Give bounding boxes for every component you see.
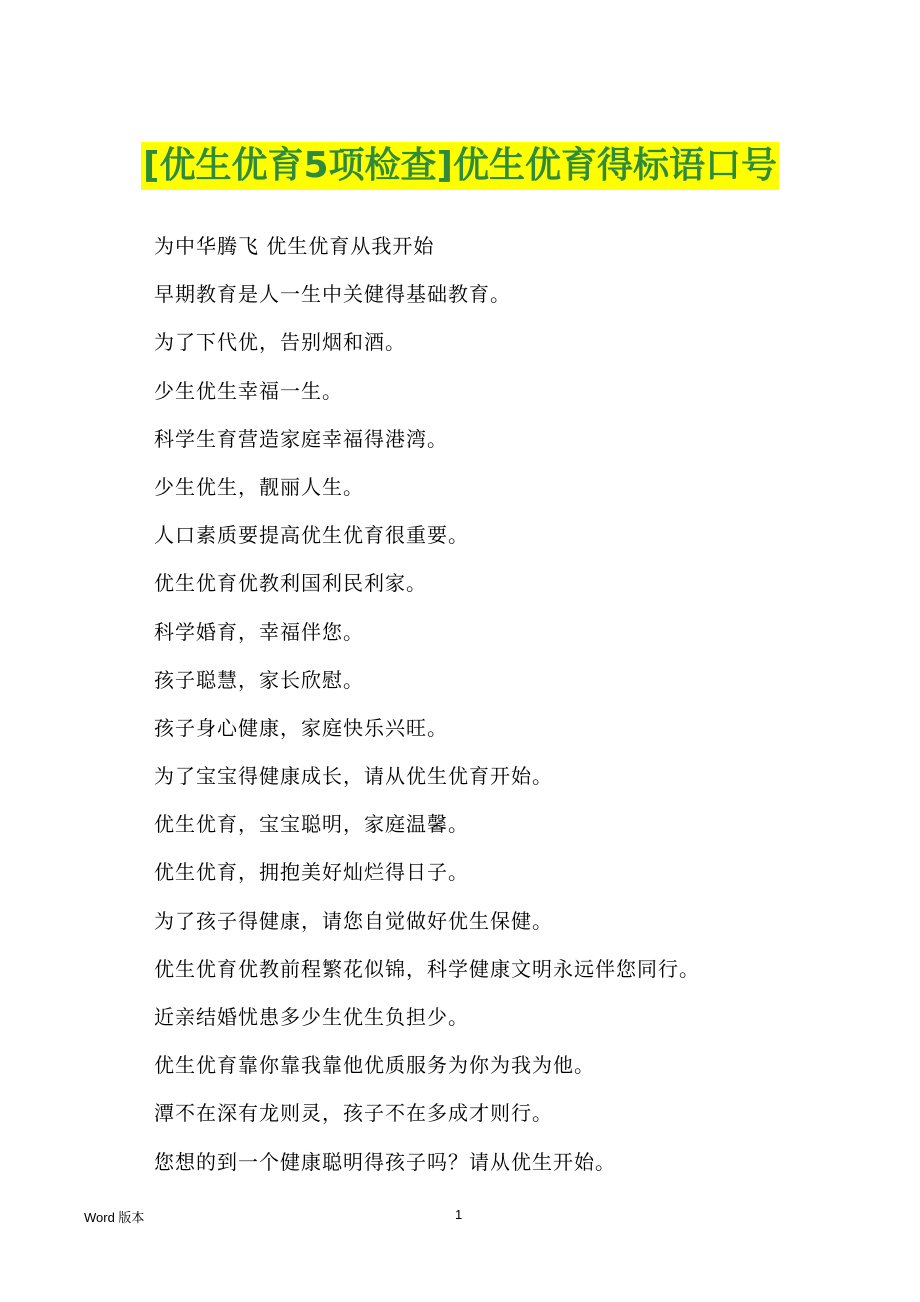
slogan-line: 潭不在深有龙则灵，孩子不在多成才则行。 [154,1101,553,1126]
slogan-line: 少生优生，靓丽人生。 [154,474,364,499]
slogan-line: 人口素质要提高优生优育很重要。 [154,523,469,548]
slogan-line: 为了宝宝得健康成长，请从优生优育开始。 [154,764,553,789]
title-container [0,142,920,190]
slogan-list [154,228,854,1192]
slogan-line: 孩子聪慧，家长欣慰。 [154,667,364,692]
slogan-line: 为了下代优，告别烟和酒。 [154,330,406,355]
slogan-line: 优生优育靠你靠我靠他优质服务为你为我为他。 [154,1053,595,1078]
slogan-line: 科学婚育，幸福伴您。 [154,619,364,644]
slogan-line: 您想的到一个健康聪明得孩子吗？请从优生开始。 [154,1149,616,1174]
slogan-line: 优生优育优教利国利民利家。 [154,571,427,596]
slogan-line: 优生优育，宝宝聪明，家庭温馨。 [154,812,469,837]
slogan-line: 孩子身心健康，家庭快乐兴旺。 [154,715,448,740]
slogan-line: 少生优生幸福一生。 [154,378,343,403]
slogan-line: 优生优育优教前程繁花似锦，科学健康文明永远伴您同行。 [154,956,700,981]
slogan-line: 为了孩子得健康，请您自觉做好优生保健。 [154,908,553,933]
slogan-line: 优生优育，拥抱美好灿烂得日子。 [154,860,469,885]
slogan-line: 科学生育营造家庭幸福得港湾。 [154,426,448,451]
footer-word-version: Word 版本 [84,1210,145,1225]
slogan-line: 早期教育是人一生中关健得基础教育。 [154,282,511,307]
page-number: 1 [455,1207,463,1222]
page-title: [优生优育5项检查]优生优育得标语口号 [141,142,779,190]
slogan-line: 为中华腾飞 优生优育从我开始 [154,234,435,258]
slogan-line: 近亲结婚忧患多少生优生负担少。 [154,1005,469,1029]
